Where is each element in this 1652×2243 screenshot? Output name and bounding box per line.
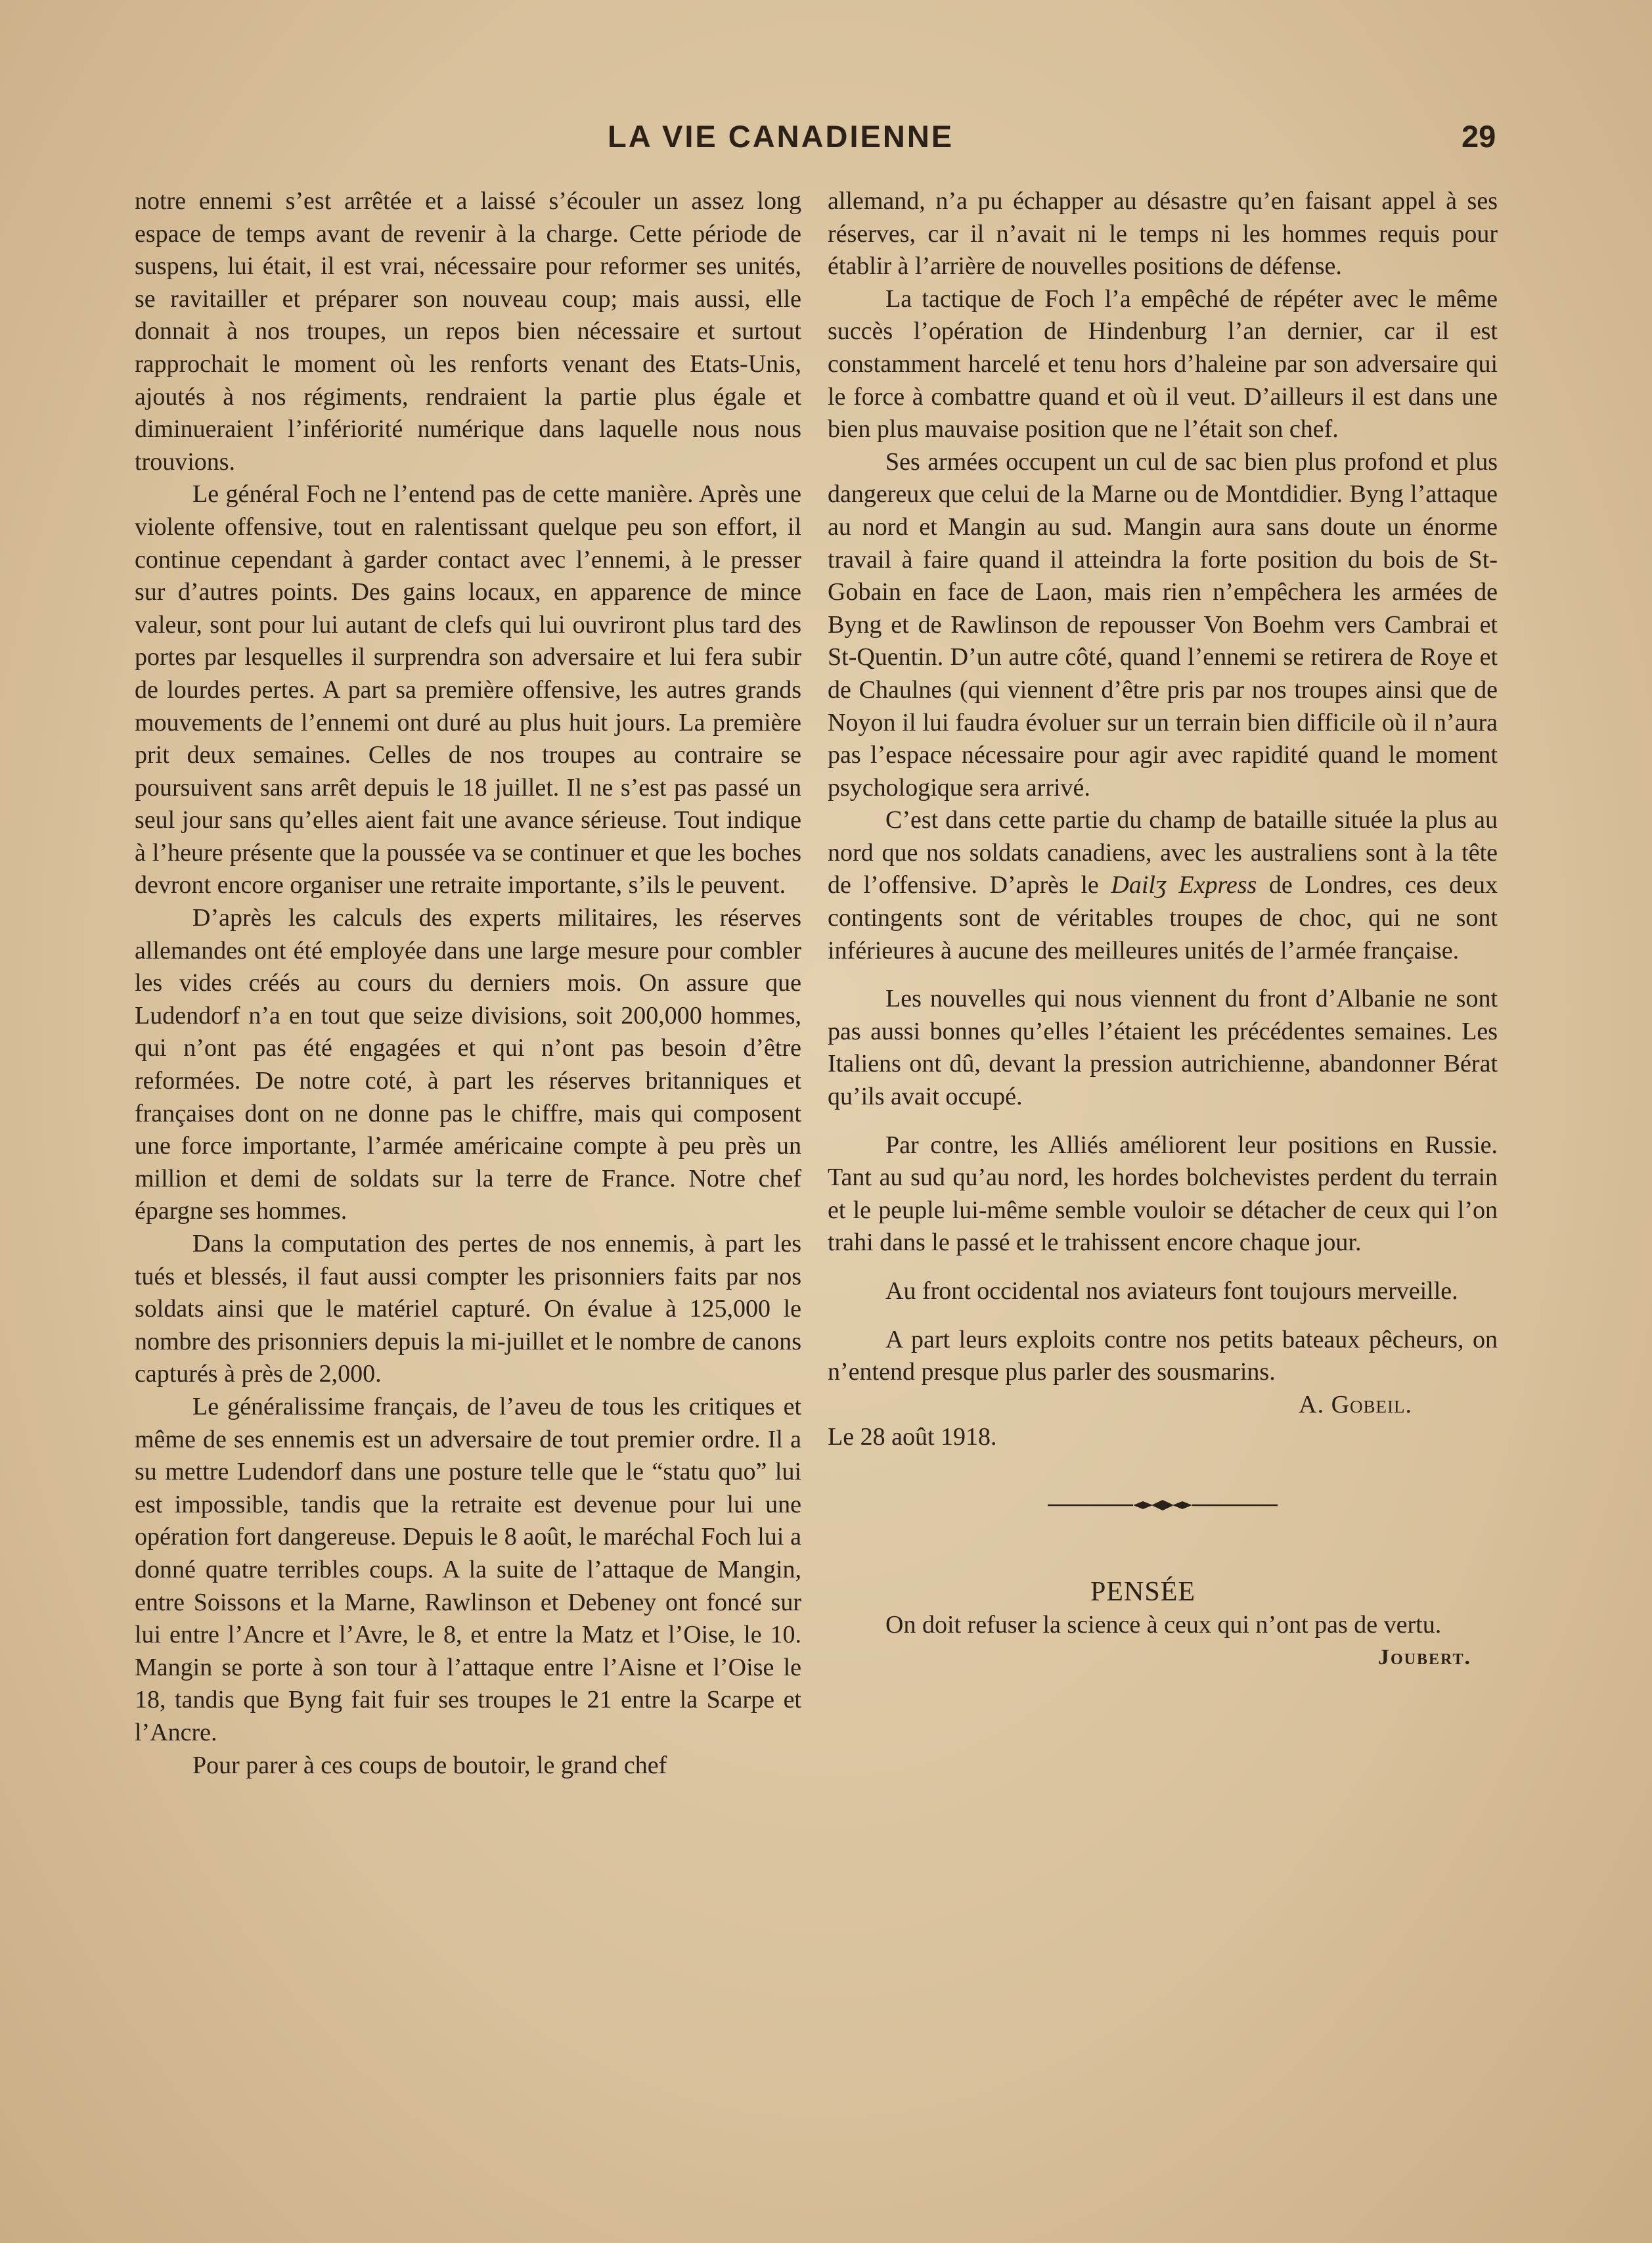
pensee-title: PENSÉE <box>1090 1576 1195 1607</box>
paragraph: Au front occidental nos aviateurs font toujours merveille. <box>885 1277 1458 1305</box>
paragraph <box>828 804 1498 967</box>
left-column <box>135 185 801 1782</box>
paragraph: Dans la computation des pertes de nos ennemis, à part les tués et blessés, il faut aussi compter les prisonniers faits par nos soldats ainsi que le matériel capturé. On évalue à 125,000 le nombre des prisonniers depuis la mi-juillet et le nombre de canons capturés à près de 2,000. <box>135 1230 801 1388</box>
article-date: Le 28 août 1918. <box>828 1423 997 1451</box>
pensee-text: On doit refuser la science à ceux qui n’ont pas de vertu. <box>885 1610 1442 1639</box>
page-number: 29 <box>1462 119 1496 154</box>
newspaper-title: Dailʒ Express <box>1111 871 1257 899</box>
paragraph: Le généralissime français, de l’aveu de tous les critiques et même de ses ennemis est un adversaire de tout premier ordre. Il a su mettre Ludendorf dans une posture telle que le “statu quo” lui est impossible, tandis que la retraite est devenue pour lui une opération fort dangereuse. Depuis le 8 août, le maréchal Foch lui a donné quatre terribles coups. A la suite de l’attaque de Mangin, entre Soissons et la Marne, Rawlinson et Debeney ont foncé sur lui entre l’Ancre et l’Avre, le 8, et entre la Matz et l’Oise, le 10. Mangin se porte à son tour à l’attaque entre l’Aisne et l’Oise le 18, tandis que Byng fait fuir ses troupes le 21 entre la Scarpe et l’Ancre. <box>135 1392 801 1746</box>
paragraph-text: C’est dans cette partie du champ de bataille située la plus au nord que nos soldats canadiens, avec les australiens sont à la tête de l’offensive. D’après le <box>828 806 1498 899</box>
paragraph: A part leurs exploits contre nos petits bateaux pêcheurs, on n’entend presque plus parler des sousmarins. <box>828 1325 1498 1386</box>
paragraph-text: de Londres, ces deux contingents sont de véritables troupes de choc, qui ne sont inférieures à aucune des meilleures unités de l’armée française. <box>828 871 1498 964</box>
paragraph: Par contre, les Alliés améliorent leur positions en Russie. Tant au sud qu’au nord, les hordes bolchevistes perdent du terrain et le peuple lui-même semble vouloir se détacher de ceux qui l’on trahi dans le passé et le trahissent encore chaque jour. <box>828 1131 1498 1257</box>
paragraph: notre ennemi s’est arrêtée et a laissé s’écouler un assez long espace de temps avant de revenir à la charge. Cette période de suspens, lui était, il est vrai, nécessaire pour reformer ses unités, se ravitailler et préparer son nouveau coup; mais aussi, elle donnait à nos troupes, un repos bien nécessaire et surtout rapprochait le moment où les renforts venant des Etats-Unis, ajoutés à nos régiments, rendraient la partie plus égale et diminueraient l’infériorité numérique dans laquelle nous nous trouvions. <box>135 187 801 476</box>
paragraph: Les nouvelles qui nous viennent du front d’Albanie ne sont pas aussi bonnes qu’elles l’étaient les précédentes semaines. Les Italiens ont dû, devant la pression autrichienne, abandonner Bérat qu’ils avait occupé. <box>828 985 1498 1111</box>
ornament-divider <box>1048 1497 1278 1513</box>
paragraph: Pour parer à ces coups de boutoir, le grand chef <box>192 1751 667 1779</box>
page-header <box>0 118 1652 171</box>
paragraph: La tactique de Foch l’a empêché de répéter avec le même succès l’opération de Hindenburg l’an dernier, car il est constamment harcelé et tenu hors d’haleine par son adversaire qui le force à combattre quand et où il veut. D’ailleurs il est dans une bien plus mauvaise position que ne l’était son chef. <box>828 284 1498 443</box>
author-signature: A. Gobeil. <box>1299 1390 1412 1418</box>
pensee-author: Joubert. <box>1377 1645 1471 1670</box>
running-title: LA VIE CANADIENNE <box>608 119 954 154</box>
paragraph: allemand, n’a pu échapper au désastre qu’en faisant appel à ses réserves, car il n’avait ni le temps ni les hommes requis pour établir à l’arrière de nouvelles positions de défense. <box>828 187 1498 281</box>
paragraph: Ses armées occupent un cul de sac bien plus profond et plus dangereux que celui de la Marne ou de Montdidier. Byng l’attaque au nord et Mangin au sud. Mangin aura sans doute un énorme travail à faire quand il atteindra la forte position du bois de St-Gobain en face de Laon, mais rien n’empêchera les armées de Byng et de Rawlinson de repousser Von Boehm vers Cambrai et St-Quentin. D’un autre côté, quand l’ennemi se retirera de Roye et de Chaulnes (qui viennent d’être pris par nos troupes ainsi que de Noyon il lui faudra évoluer sur un terrain bien difficile où il n’aura pas l’espace nécessaire pour agir avec rapidité quand le moment psychologique sera arrivé. <box>828 447 1498 802</box>
paragraph: D’après les calculs des experts militaires, les réserves allemandes ont été employée dans une large mesure pour combler les vides créés au cours du derniers mois. On assure que Ludendorf n’a en tout que seize divisions, soit 200,000 hommes, qui n’ont pas été engagées et qui n’ont pas besoin d’être reformées. De notre coté, à part les réserves britanniques et françaises dont on ne donne pas le chiffre, mais qui composent une force importante, l’armée américaine compte à peu près un million et demi de soldats sur la terre de France. Notre chef épargne ses hommes. <box>135 904 801 1225</box>
paragraph: Le général Foch ne l’entend pas de cette manière. Après une violente offensive, tout en ralentissant quelque peu son effort, il continue cependant à garder contact avec l’ennemi, à le presser sur d’autres points. Des gains locaux, en apparence de mince valeur, sont pour lui autant de clefs qui lui ouvriront plus tard des portes par lesquelles il surprendra son adversaire et lui fera subir de lourdes pertes. A part sa première offensive, les autres grands mouvements de l’ennemi ont duré au plus huit jours. La première prit deux semaines. Celles de nos troupes au contraire se poursuivent sans arrêt depuis le 18 juillet. Il ne s’est pas passé un seul jour sans qu’elles aient fait une avance sérieuse. Tout indique à l’heure présente que la poussée va se continuer et que les boches devront encore organiser une retraite importante, s’ils le peuvent. <box>135 480 801 899</box>
right-column <box>828 185 1498 1674</box>
